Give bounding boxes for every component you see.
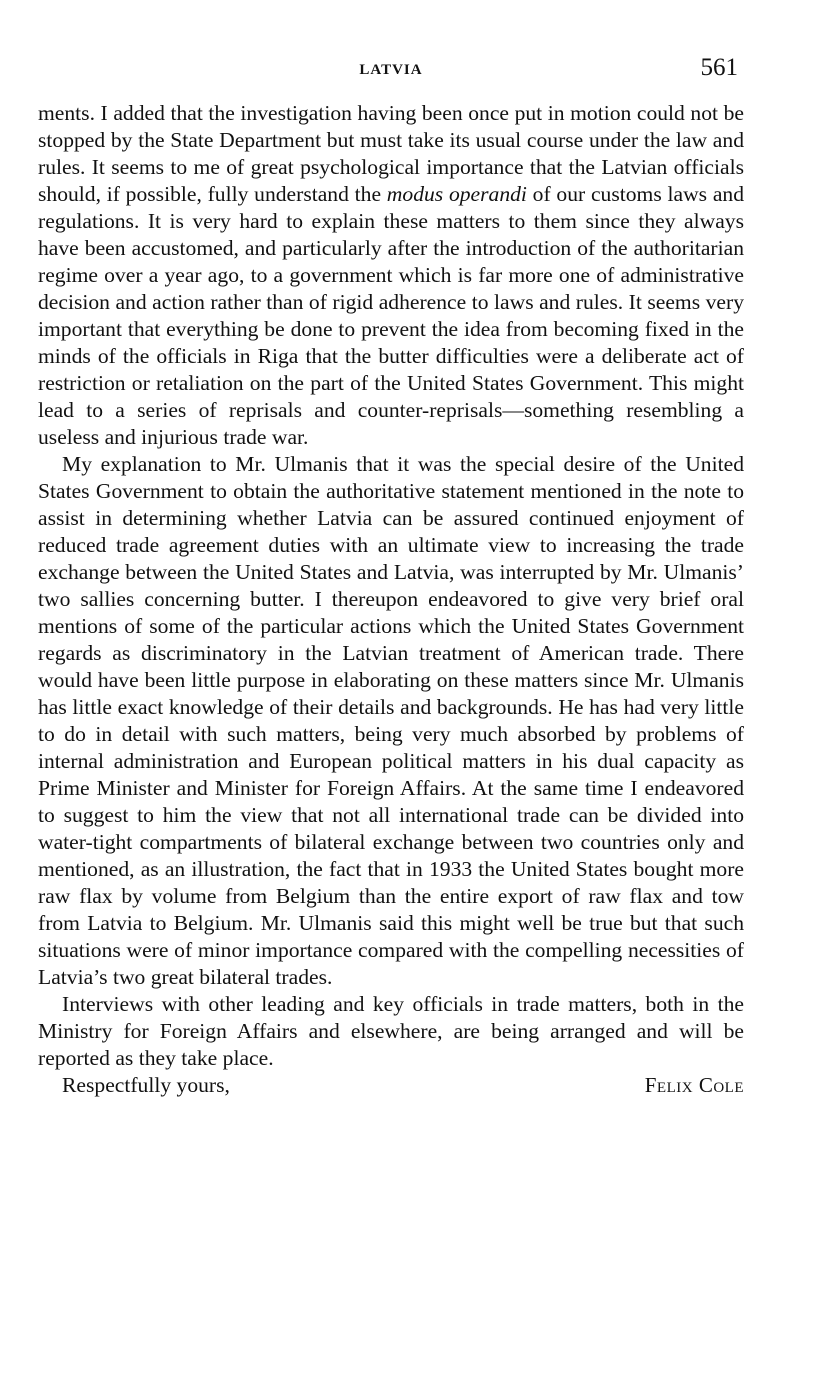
running-title: LATVIA [359, 62, 423, 78]
paragraph-3: Interviews with other leading and key officials in trade matters, both in the Ministry for Foreign Affairs and elsewhere, are being arranged and will be reported as they take place. [38, 992, 744, 1070]
paragraph-1-text-before: ments. I added that the investigation having been once put in motion could not be stopped by the State Department but must take its usual course under the law and rules. It seems to me of great psychological importance that the Latvian officials should, if possible, fully understand the [38, 101, 744, 206]
letter-body [38, 100, 744, 1102]
paragraph-1-text-after: of our customs laws and regulations. It is very hard to explain these matters to them since they always have been accustomed, and particularly after the introduction of the authoritarian regime over a year ago, to a government which is far more one of administrative decision and action rather than of rigid adherence to laws and rules. It seems very important that everything be done to prevent the idea from becoming fixed in the minds of the officials in Riga that the butter difficulties were a deliberate act of restriction or retaliation on the part of the United States Government. This might lead to a series of reprisals and counter-reprisals—something resembling a useless and injurious trade war. [38, 182, 744, 449]
complimentary-close: Respectfully yours, [62, 1073, 230, 1097]
paragraph-2: My explanation to Mr. Ulmanis that it was the special desire of the United States Government to obtain the authoritative statement mentioned in the note to assist in determining whether Latvia can be assured continued enjoyment of reduced trade agreement duties with an ultimate view to increasing the trade exchange between the United States and Latvia, was interrupted by Mr. Ulmanis’ two sallies concerning butter. I thereupon endeavored to give very brief oral mentions of some of the particular actions which the United States Government regards as discriminatory in the Latvian treatment of American trade. There would have been little purpose in elaborating on these matters since Mr. Ulmanis has little exact knowledge of their details and backgrounds. He has had very little to do in detail with such matters, being very much absorbed by problems of internal administration and European political matters in his dual capacity as Prime Minister and Minister for Foreign Affairs. At the same time I endeavored to suggest to him the view that not all international trade can be divided into water-tight compartments of bilateral exchange between two countries only and mentioned, as an illustration, the fact that in 1933 the United States bought more raw flax by volume from Belgium than the entire export of raw flax and tow from Latvia to Belgium. Mr. Ulmanis said this might well be true but that such situations were of minor importance compared with the compelling necessities of Latvia’s two great bilateral trades. [38, 452, 744, 989]
running-header [38, 54, 744, 84]
paragraph-1-emphasis: modus operandi [386, 182, 527, 206]
signature: Felix Cole [644, 1073, 744, 1097]
paragraph-1 [38, 100, 744, 451]
page-number: 561 [700, 54, 738, 81]
letter-closing [38, 1072, 744, 1102]
